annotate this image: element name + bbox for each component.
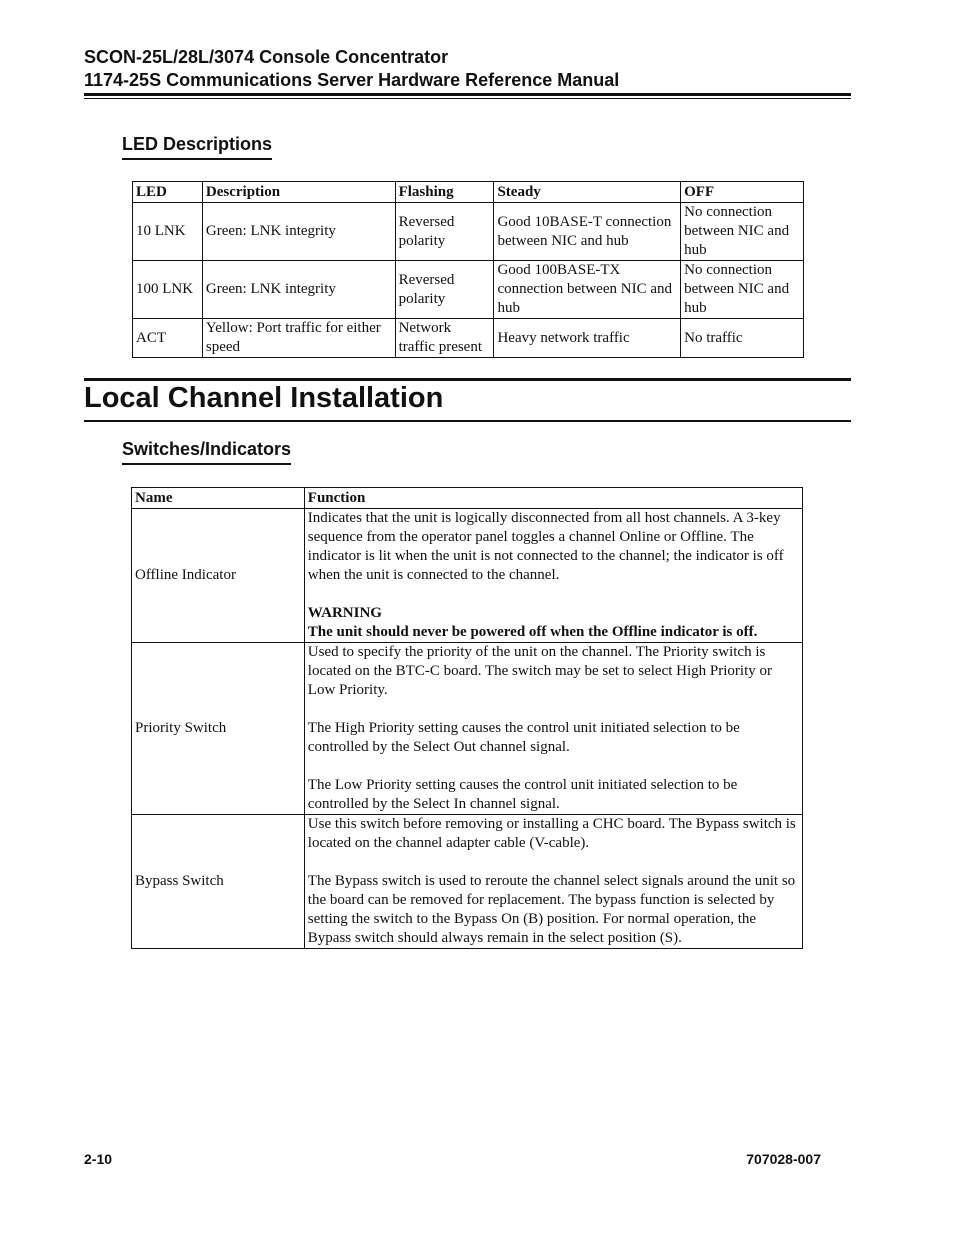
cell-led: 10 LNK	[133, 203, 203, 261]
cell-name: Priority Switch	[132, 643, 305, 815]
cell-description: Green: LNK integrity	[202, 261, 395, 319]
header-title-line-2: 1174-25S Communications Server Hardware Reference Manual	[84, 70, 620, 90]
cell-name: Bypass Switch	[132, 815, 305, 949]
warning-text: The unit should never be powered off when the Offline indicator is off.	[307, 624, 758, 640]
cell-led: ACT	[133, 319, 203, 358]
cell-function	[304, 509, 802, 643]
table-row	[132, 815, 803, 949]
column-header-description: Description	[202, 182, 395, 203]
led-descriptions-heading: LED Descriptions	[122, 133, 272, 160]
function-paragraph: Indicates that the unit is logically disconnected from all host channels. A 3-key sequence from the operator panel toggles a channel Online or Offline. The indicator is lit when the unit is not connected to the channel; the indicator is off when the unit is connected to the channel.	[307, 510, 784, 583]
function-paragraph: Used to specify the priority of the unit on the channel. The Priority switch is located on the BTC-C board. The switch may be set to select High Priority or Low Priority.	[307, 644, 772, 698]
column-header-function: Function	[304, 488, 802, 509]
table-row	[133, 319, 804, 358]
warning-label: WARNING	[307, 605, 382, 621]
column-header-steady: Steady	[494, 182, 681, 203]
page-number: 2-10	[84, 1151, 113, 1167]
cell-led: 100 LNK	[133, 261, 203, 319]
cell-flashing: Reversed polarity	[395, 203, 494, 261]
document-number: 707028-007	[746, 1151, 821, 1167]
table-row	[132, 509, 803, 643]
switches-indicators-heading: Switches/Indicators	[122, 438, 291, 465]
table-header-row	[132, 488, 803, 509]
cell-steady: Heavy network traffic	[494, 319, 681, 358]
table-row	[133, 261, 804, 319]
cell-description: Green: LNK integrity	[202, 203, 395, 261]
function-paragraph: The Low Priority setting causes the control unit initiated selection to be controlled by the Select In channel signal.	[307, 777, 738, 812]
table-header-row	[133, 182, 804, 203]
function-paragraph: The Bypass switch is used to reroute the channel select signals around the unit so the board can be removed for replacement. The bypass function is selected by setting the switch to the Bypass On (B) position. For normal operation, the Bypass switch should always remain in the select position (S).	[307, 873, 796, 946]
function-paragraph: The High Priority setting causes the control unit initiated selection to be controlled by the Select Out channel signal.	[307, 720, 740, 755]
column-header-name: Name	[132, 488, 305, 509]
cell-flashing: Network traffic present	[395, 319, 494, 358]
table-row	[132, 643, 803, 815]
cell-off: No connection between NIC and hub	[681, 203, 804, 261]
cell-function	[304, 643, 802, 815]
table-row	[133, 203, 804, 261]
column-header-off: OFF	[681, 182, 804, 203]
cell-description: Yellow: Port traffic for either speed	[202, 319, 395, 358]
cell-off: No connection between NIC and hub	[681, 261, 804, 319]
chapter-title: Local Channel Installation	[84, 382, 444, 414]
cell-name: Offline Indicator	[132, 509, 305, 643]
column-header-flashing: Flashing	[395, 182, 494, 203]
function-paragraph: Use this switch before removing or installing a CHC board. The Bypass switch is located on the channel adapter cable (V-cable).	[307, 816, 796, 851]
running-header	[84, 46, 851, 92]
cell-steady: Good 100BASE-TX connection between NIC and hub	[494, 261, 681, 319]
switches-indicators-table	[131, 487, 803, 949]
led-descriptions-table	[132, 181, 804, 358]
header-rule	[84, 93, 851, 99]
cell-function	[304, 815, 802, 949]
chapter-heading	[84, 378, 851, 422]
header-title-line-1: SCON-25L/28L/3074 Console Concentrator	[84, 47, 449, 67]
column-header-led: LED	[133, 182, 203, 203]
cell-steady: Good 10BASE-T connection between NIC and hub	[494, 203, 681, 261]
cell-off: No traffic	[681, 319, 804, 358]
cell-flashing: Reversed polarity	[395, 261, 494, 319]
